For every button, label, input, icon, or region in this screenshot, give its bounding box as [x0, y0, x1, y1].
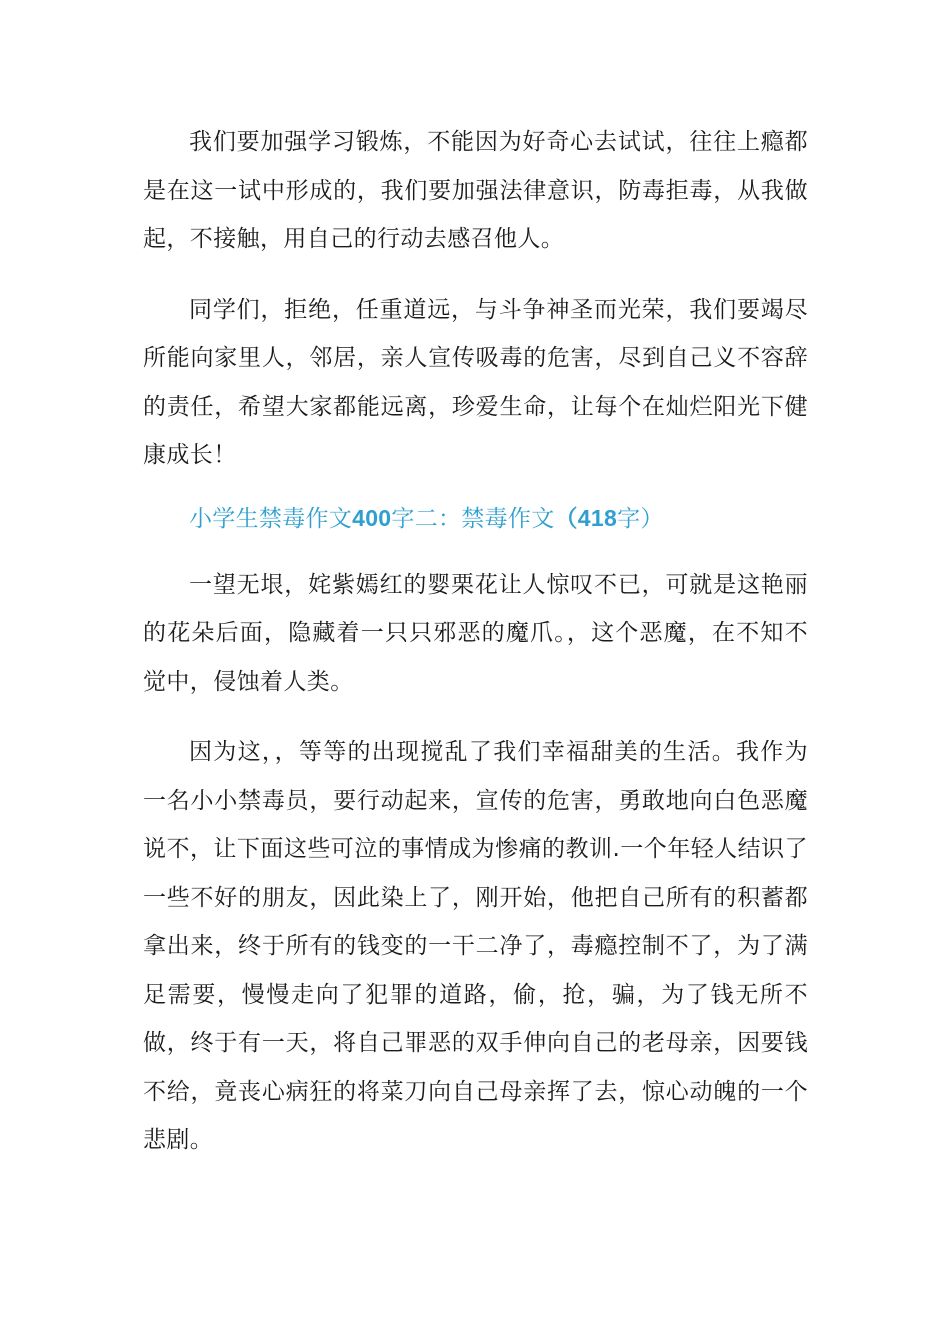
section-heading-num2: （418 — [554, 504, 618, 531]
paragraph-2: 同学们，拒绝，任重道远，与斗争神圣而光荣，我们要竭尽所能向家里人，邻居，亲人宣传吸毒的危害，尽到自己义不容辞的责任，希望大家都能远离，珍爱生命，让每个在灿烂阳光下健康成长！ — [143, 296, 808, 468]
paragraph-4: 因为这，，等等的出现搅乱了我们幸福甜美的生活。我作为一名小小禁毒员，要行动起来，宣传的危害，勇敢地向白色恶魔说不，让下面这些可泣的事情成为惨痛的教训.一个年轻人结识了一些不好的朋友，因此染上了，刚开始，他把自己所有的积蓄都拿出来，终于所有的钱变的一干二净了，毒瘾控制不了，为了满足需要，慢慢走向了犯罪的道路，偷，抢，骗，为了钱无所不做，终于有一天，将自己罪恶的双手伸向自己的老母亲，因要钱不给，竟丧心病狂的将菜刀向自己母亲挥了去，惊心动魄的一个悲剧。 — [143, 739, 808, 1153]
section-heading-part3: 字） — [617, 505, 664, 532]
section-heading-part1: 小学生禁毒作文 — [189, 505, 353, 532]
paragraph-3: 一望无垠，姹紫嫣红的婴栗花让人惊叹不已，可就是这艳丽的花朵后面，隐藏着一只只邪恶的魔爪。，这个恶魔，在不知不觉中，侵蚀着人类。 — [143, 571, 808, 695]
section-heading-num1: 400 — [352, 504, 392, 531]
paragraph-1: 我们要加强学习锻炼，不能因为好奇心去试试，往往上瘾都是在这一试中形成的，我们要加强法律意识，防毒拒毒，从我做起，不接触，用自己的行动去感召他人。 — [143, 129, 808, 252]
section-heading-part2: 字二：禁毒作文 — [391, 505, 555, 532]
section-heading — [143, 494, 808, 543]
